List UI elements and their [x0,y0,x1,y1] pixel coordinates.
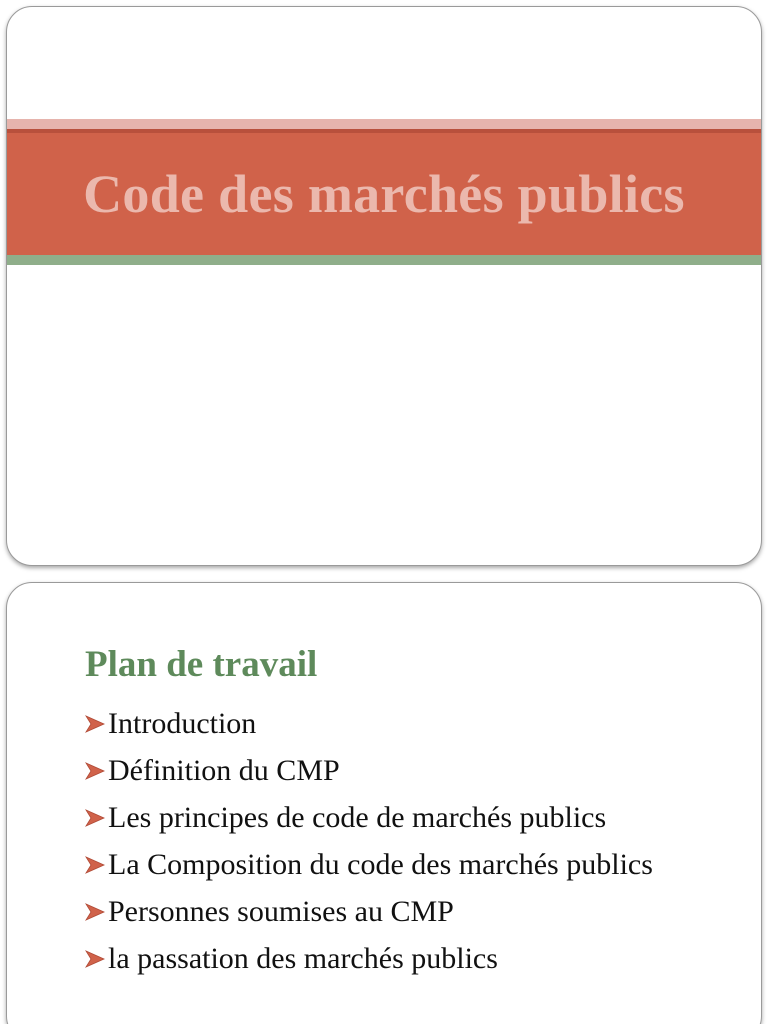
title-slide [6,6,762,566]
list-item [85,891,725,933]
list-item-text: Personnes soumises au CMP [108,895,454,928]
arrowhead-bullet-icon [85,938,108,980]
list-item-text: Définition du CMP [108,754,340,787]
list-item-text: la passation des marchés publics [108,942,498,975]
title-banner [7,133,761,255]
arrowhead-bullet-icon [85,703,108,745]
section-heading: Plan de travail [85,644,318,685]
list-item-text: Introduction [108,707,257,740]
plan-list [85,703,725,985]
list-item-text: La Composition du code des marchés publics [108,848,653,881]
title-band [7,119,761,269]
plan-slide [6,582,762,1024]
list-item [85,844,725,886]
arrowhead-bullet-icon [85,891,108,933]
arrowhead-bullet-icon [85,797,108,839]
list-item [85,938,725,980]
list-item [85,703,725,745]
arrowhead-bullet-icon [85,750,108,792]
list-item [85,750,725,792]
list-item-text: Les principes de code de marchés publics [108,801,607,834]
band-top-stripe [7,119,761,129]
band-bottom-stripe [7,255,761,265]
arrowhead-bullet-icon [85,844,108,886]
list-item [85,797,725,839]
slide-title: Code des marchés publics [83,164,685,224]
